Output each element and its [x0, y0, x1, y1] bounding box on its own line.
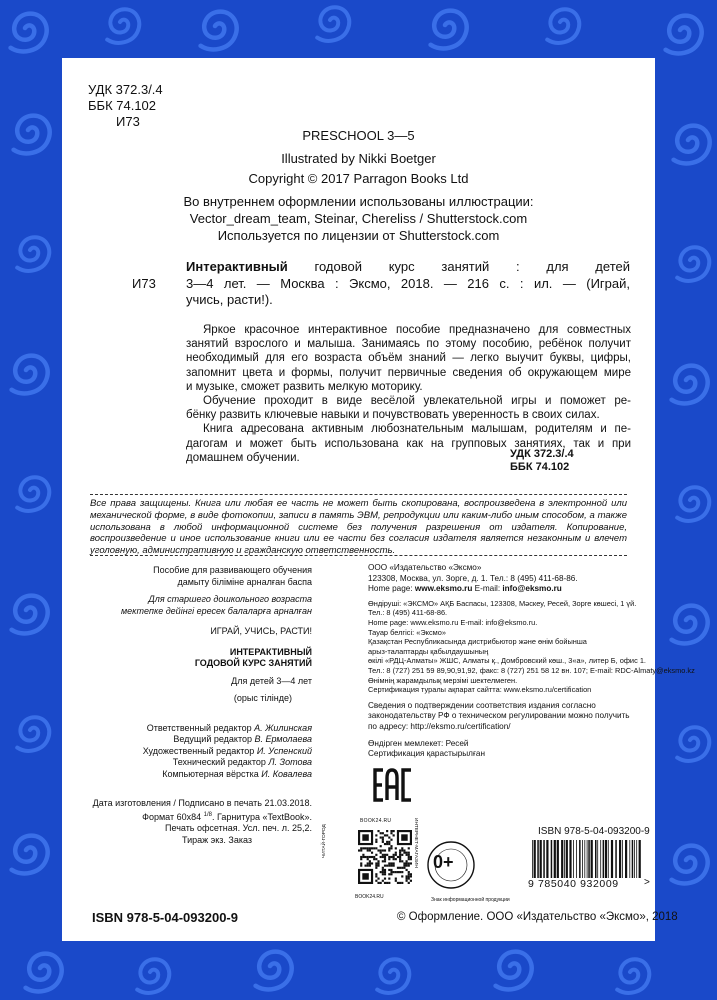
annotation-line: занятий взрослого и малыша. Занимаясь по этому пособию, ребёнок получит [186, 338, 631, 351]
annotation-line: дагогам и может быть использована как на групповых занятиях, так и при [186, 437, 631, 450]
annotation-bbk: ББК 74.102 [510, 461, 570, 473]
qr-left-label: ЧИТАЙ-ГОРОД [322, 824, 327, 858]
biblio-line2: 3—4 лет. — Москва : Эксмо, 2018. — 216 с. : ил. — (Играй, [186, 275, 630, 291]
annotation-line: запомнит цвета и формы, получит первичные сведения об окружающем мире [186, 366, 631, 379]
qr-top-label: BOOK24.RU [360, 818, 392, 824]
age-rating-badge: 0+ [433, 852, 454, 872]
imprint-right [368, 563, 695, 760]
copyright-page [62, 58, 695, 941]
imprint-text: (орыс тілінде) [233, 693, 292, 703]
annotation-udk: УДК 372.3/.4 [510, 448, 574, 460]
cert-block: Сведения о подтверждении соответствия издания согласно законодательству РФ о техническом регулировании можно получить по адресу: http://eksmo.ru/certification/ [368, 700, 630, 731]
kz-block: Өндіруші: «ЭКСМО» АҚБ Баспасы, 123308, Мәскеу, Ресей, Зорге көшесі, 1 үй. Тел.: 8 (495) 411-68-86. Home page: www.eksmo.ru E-mail: info@eksmo.ru. Тауар белгісі: «Эксмо» Қазақстан Республикасында дистрибьютор және өнім бойынша арыз-талаптарды қабылдаушының өкілі «РДЦ-Алматы» ЖШС, Алматы қ., Домбровский көш., 3«а», литер Б, офис 1. Тел.: 8 (727) 251 59 89,90,91,92, факс: 8 (727) 251 58 12 вн. 107; E-mail: RDC-Almaty@eksmo.kz Өнімнің жарамдылық мерзімі шектелмеген. Сертификация туралы ақпарат сайтта: www.eksmo.ru/certification [368, 598, 695, 695]
author-mark: И73 [116, 114, 140, 129]
print-line: Тираж экз. Заказ [181, 834, 252, 845]
age-ring-caption: Знак информационной продукции [431, 897, 510, 903]
publisher-name: ООО «Издательство «Эксмо» [368, 563, 482, 572]
biblio-record [186, 259, 630, 309]
publisher-web: Home page: www.eksmo.ru E-mail: info@eksmo.ru [368, 584, 562, 594]
print-line: Дата изготовления / Подписано в печать 21.03.2018. [92, 798, 312, 808]
annotation [186, 323, 631, 465]
annotation-line: Обучение проходит в виде весёлой увлекательной игры и поможет ре- [203, 395, 631, 408]
imprint-text: дамыту біліміне арналған баспа [177, 576, 312, 587]
publisher-address: 123308, Москва, ул. Зорге, д. 1. Тел.: 8 (495) 411-68-86. [368, 573, 578, 583]
biblio-line3: учись, расти!). [186, 292, 273, 307]
biblio-line1: годовой курс занятий : для детей [314, 259, 630, 274]
editor-line: Ведущий редактор В. Ермолаева [173, 734, 312, 744]
copyright-line: Copyright © 2017 Parragon Books Ltd [248, 171, 469, 186]
editor-line: Художественный редактор И. Успенский [142, 745, 312, 756]
country-block: Өндірген мемлекет: Ресей Сертификация қарастырылған [368, 738, 486, 759]
print-line: Печать офсетная. Усл. печ. л. 25,2. [165, 823, 312, 833]
barcode-isbn: ISBN 978-5-04-093200-9 [538, 826, 650, 837]
imprint-text: Для детей 3—4 лет [231, 675, 312, 686]
annotation-codes [510, 448, 574, 474]
annotation-line: домашнем обучении. [186, 451, 300, 464]
barcode-digits: 9 785040 932009 [528, 878, 619, 890]
editor-line: Компьютерная вёрстка И. Ковалева [162, 768, 312, 779]
annotation-line: Яркое красочное интерактивное пособие предназначено для совместных [203, 324, 631, 336]
imprint-text: Пособие для развивающего обучения [153, 565, 312, 575]
imprint-text: мектепке дейінгі ересек балаларға арналған [120, 605, 312, 616]
qr-right-label: ИНТЕРНЕТ-МАГАЗИН [413, 818, 418, 868]
barcode-icon [528, 840, 648, 878]
rights-notice: Все права защищены. Книга или любая ее часть не может быть скопирована, воспроизведена в электронной или механической форме, в виде фотокопии, записи в память ЭВМ, репродукции или каким-либо иным способом, а также использована в любой информационной системе без получения разрешения от издателя. Копирование, воспроизведение и иное использование книги или ее части без согласия издателя является незаконным и влечет уголовную, административную и гражданскую ответственность. [90, 494, 627, 556]
qr-code-icon [358, 830, 412, 884]
illustrations-line-1: Во внутреннем оформлении использованы иллюстрации: [183, 194, 534, 209]
credits-block [62, 127, 655, 244]
eac-mark-icon [373, 768, 413, 802]
imprint-series: ИГРАЙ, УЧИСЬ, РАСТИ! [210, 626, 312, 636]
series-line: PRESCHOOL 3—5 [302, 128, 415, 143]
qr-bottom-label: BOOK24.RU [355, 894, 384, 900]
imprint-title: ГОДОВОЙ КУРС ЗАНЯТИЙ [194, 658, 312, 668]
imprint-left [93, 565, 312, 846]
annotation-line: бёнку развить ключевые навыки и почувствовать уверенность в своих силах. [186, 409, 600, 422]
footer-isbn: ISBN 978-5-04-093200-9 [92, 910, 238, 925]
illustrator-line: Illustrated by Nikki Boetger [281, 151, 436, 166]
udk-code: УДК 372.3/.4 [88, 82, 163, 97]
udk-block [88, 82, 163, 130]
illustrations-line-3: Используется по лицензии от Shutterstock.com [217, 228, 500, 243]
editor-line: Ответственный редактор А. Жилинская [146, 722, 312, 733]
footer-copyright: © Оформление. ООО «Издательство «Эксмо», 2018 [397, 911, 678, 923]
print-line: Формат 60x84 $^{1/8}$. Гарнитура «TextBook». [142, 811, 312, 822]
imprint-title: ИНТЕРАКТИВНЫЙ [229, 646, 312, 657]
biblio-code: И73 [132, 276, 156, 291]
imprint-text: Для старшего дошкольного возраста [148, 594, 312, 604]
bbk-code: ББК 74.102 [88, 98, 157, 113]
annotation-line: необходимый для его возраста объём знаний — легко выучит буквы, цифры, [186, 352, 631, 365]
annotation-line: и музыке, сможет развить мелкую моторику. [186, 380, 423, 393]
annotation-line: Книга адресована активным любознательным малышам, родителям и пе- [203, 423, 631, 436]
illustrations-line-2: Vector_dream_team, Steinar, Chereliss / Shutterstock.com [189, 211, 528, 226]
barcode-arrow: > [644, 877, 650, 888]
biblio-title: Интерактивный [186, 259, 288, 274]
editor-line: Технический редактор Л. Зотова [172, 757, 312, 767]
